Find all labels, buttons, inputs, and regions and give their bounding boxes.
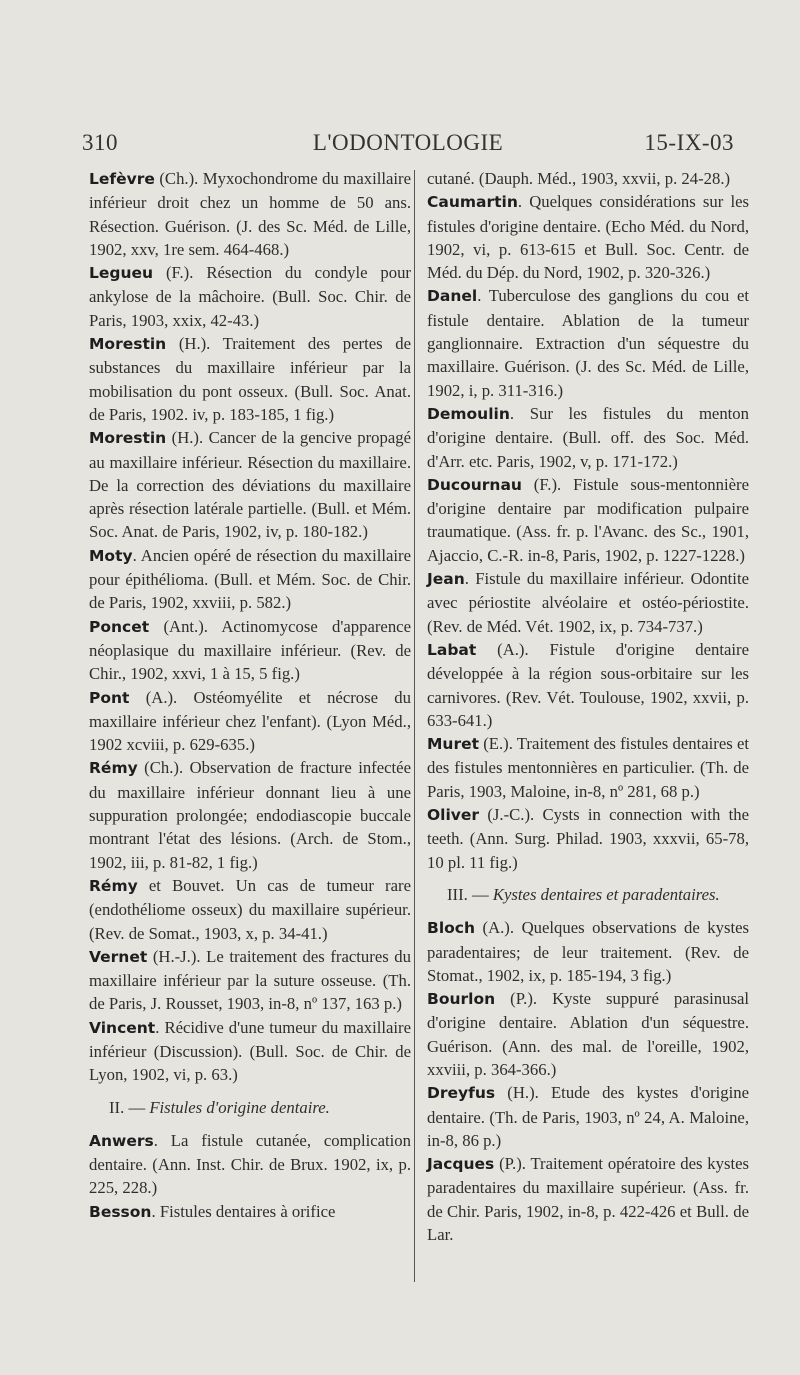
entry-text: . Récidive d'une tumeur du maxillaire inférieur (Discussion). (Bull. Soc. de Chir. de Lyon, 1902, vi, p. 63.) <box>89 1017 411 1085</box>
entry-text: (Ant.). Actinomycose d'apparence néoplasique du maxillaire inférieur. (Rev. de Chir., 1902, xxvi, 1 à 15, 5 fig.) <box>89 616 411 684</box>
entry-text: (H.). Cancer de la gencive propagé au maxillaire inférieur. Résection du maxillaire. De la correction des déviations du maxillaire après résection latérale partielle. (Bull. et Mém. Soc. Anat. de Paris, 1902, iv, p. 180-182.) <box>89 428 411 542</box>
page-number: 310 <box>82 130 118 155</box>
entry-text: (H.). Traitement des pertes de substances du maxillaire inférieur par la mobilisation du pont osseux. (Bull. Soc. Anat. de Paris, 1902. iv, p. 183-185, 1 fig.) <box>89 334 411 424</box>
bibliography-entry <box>427 473 749 567</box>
entry-text: . Quelques considérations sur les fistules d'origine dentaire. (Echo Méd. du Nord, 1902, vi, p. 613-615 et Bull. Soc. Centr. de Méd. du Dép. du Nord, 1902, p. 320-326.) <box>427 192 749 283</box>
bibliography-entry <box>89 261 411 332</box>
entry-text: (E.). Traitement des fistules dentaires et des fistules mentonnières en particulier. (Th. de Paris, 1903, Maloine, in-8, nº 281, 68 p.) <box>427 734 749 801</box>
entry-text: (P.). Traitement opératoire des kystes paradentaires du maxillaire supérieur. (Ass. fr. de Chir. Paris, 1902, in-8, p. 422-426 et Bull. de Lar. <box>427 1154 749 1245</box>
entry-text: cutané. (Dauph. Méd., 1903, xxvii, p. 24-28.) <box>427 169 731 188</box>
left-column <box>89 167 411 1224</box>
author-name: Dreyfus <box>427 1084 496 1103</box>
entry-text: . La fistule cutanée, complication dentaire. (Ann. Inst. Chir. de Brux. 1902, ix, p. 225, 228.) <box>89 1130 411 1198</box>
author-name: Ducournau <box>427 475 522 494</box>
entry-text: . Fistule du maxillaire inférieur. Odontite avec périostite alvéolaire et ostéo-périostite. (Rev. de Méd. Vét. 1902, ix, p. 734-737.) <box>427 569 749 636</box>
entry-text: . Ancien opéré de résection du maxillaire pour épithélioma. (Bull. et Mém. Soc. de Chir. de Paris, 1902, xxviii, p. 582.) <box>89 545 411 613</box>
bibliography-entry <box>427 987 749 1081</box>
author-name: Bourlon <box>427 990 496 1009</box>
entry-text: (A.). Ostéomyélite et nécrose du maxillaire inférieur chez l'enfant). (Lyon Méd., 1902 xcviii, p. 629-635.) <box>89 687 411 755</box>
entry-text: . Tuberculose des ganglions du cou et fistule dentaire. Ablation de la tumeur ganglionnaire. Extraction d'un séquestre du maxillaire. Guérison. (J. des Sc. Méd. de Lille, 1902, i, p. 311-316.) <box>427 286 749 400</box>
author-name: Caumartin <box>427 193 518 212</box>
entry-text: . Sur les fistules du menton d'origine dentaire. (Bull. off. des Soc. Méd. d'Arr. etc. Paris, 1902, v, p. 171-172.) <box>427 403 749 471</box>
author-name: Bloch <box>427 919 475 938</box>
entry-text: (F.). Fistule sous-mentonnière d'origine dentaire par modification pulpaire traumatique. (Ass. fr. p. l'Avanc. des Sc., 1901, Ajaccio, C.-R. in-8, Paris, 1902, p. 1227-1228.) <box>427 474 749 565</box>
author-name: Besson <box>89 1202 152 1221</box>
bibliography-entry <box>89 874 411 945</box>
author-name: Pont <box>89 688 130 707</box>
bibliography-entry <box>427 732 749 803</box>
entry-text: (A.). Fistule d'origine dentaire développée à la région sous-orbitaire sur les carnivores. (Rev. Vét. Toulouse, 1902, xxvii, p. 633-641.) <box>427 639 749 730</box>
author-name: Labat <box>427 640 477 659</box>
bibliography-entry <box>89 1016 411 1087</box>
entry-text: (F.). Résection du condyle pour ankylose de la mâchoire. (Bull. Soc. Chir. de Paris, 1903, xxix, 42-43.) <box>89 263 411 330</box>
column-divider <box>414 170 415 1282</box>
section-title: Fistules d'origine dentaire. <box>149 1097 330 1117</box>
bibliography-entry <box>89 167 411 261</box>
bibliography-entry <box>89 1200 411 1224</box>
author-name: Muret <box>427 735 480 754</box>
bibliography-entry <box>89 544 411 615</box>
bibliography-entry <box>89 615 411 686</box>
bibliography-entry <box>427 167 749 190</box>
author-name: Rémy <box>89 759 138 778</box>
section-heading <box>89 1096 411 1119</box>
entry-text: (Ch.). Observation de fracture infectée du maxillaire inférieur donnant lieu à une suppuration prolongée; endodiascopie buccale montrant l'état des lésions. (Arch. de Stom., 1902, iii, p. 81-82, 1 fig.) <box>89 758 411 872</box>
entry-text: (H.-J.). Le traitement des fractures du maxillaire inférieur par la suture osseuse. (Th. de Paris, J. Rousset, 1903, in-8, nº 137, 163 p.) <box>89 946 411 1014</box>
author-name: Morestin <box>89 429 167 448</box>
bibliography-entry <box>427 1152 749 1246</box>
author-name: Jean <box>427 570 465 589</box>
author-name: Oliver <box>427 806 480 825</box>
author-name: Moty <box>89 546 133 565</box>
bibliography-entry <box>427 402 749 473</box>
author-name: Morestin <box>89 335 167 354</box>
bibliography-entry <box>89 426 411 543</box>
section-heading <box>427 883 749 906</box>
section-number: II. — <box>109 1097 150 1117</box>
author-name: Anwers <box>89 1131 154 1150</box>
entry-text: (A.). Quelques observations de kystes paradentaires; de leur traitement. (Rev. de Stomat., 1902, ix, p. 185-194, 3 fig.) <box>427 918 749 985</box>
author-name: Jacques <box>427 1155 495 1174</box>
running-header <box>82 130 734 164</box>
entry-text: (J.-C.). Cysts in connection with the teeth. (Ann. Surg. Philad. 1903, xxxvii, 65-78, 10 pl. 11 fig.) <box>427 805 749 872</box>
entry-text: (Ch.). Myxochondrome du maxillaire inférieur droit chez un homme de 50 ans. Résection. Guérison. (J. des Sc. Méd. de Lille, 1902, xxv, 1re sem. 464-468.) <box>89 169 411 259</box>
bibliography-entry <box>427 803 749 874</box>
entry-text: et Bouvet. Un cas de tumeur rare (endothéliome osseux) du maxillaire supérieur. (Rev. de Somat., 1903, x, p. 34-41.) <box>89 875 411 943</box>
author-name: Danel <box>427 287 478 306</box>
author-name: Vincent <box>89 1018 156 1037</box>
bibliography-entry <box>89 686 411 757</box>
bibliography-entry <box>427 190 749 284</box>
bibliography-entry <box>427 916 749 987</box>
author-name: Legueu <box>89 264 154 283</box>
author-name: Poncet <box>89 617 150 636</box>
author-name: Vernet <box>89 947 148 966</box>
entry-text: (P.). Kyste suppuré parasinusal d'origine dentaire. Ablation d'un séquestre. Guérison. (Ann. des mal. de l'oreille, 1902, xxviii, p. 364-366.) <box>427 989 749 1079</box>
running-title: L'ODONTOLOGIE <box>312 130 504 155</box>
bibliography-entry <box>89 945 411 1016</box>
bibliography-entry <box>89 332 411 426</box>
author-name: Rémy <box>89 876 138 895</box>
bibliography-entry <box>427 1081 749 1152</box>
bibliography-entry <box>427 638 749 732</box>
entry-text: (H.). Etude des kystes d'origine dentaire. (Th. de Paris, 1903, nº 24, A. Maloine, in-8, 86 p.) <box>427 1083 749 1150</box>
entry-text: . Fistules dentaires à orifice <box>151 1201 336 1221</box>
bibliography-entry <box>89 1129 411 1200</box>
author-name: Demoulin <box>427 404 510 423</box>
bibliography-entry <box>89 756 411 873</box>
right-column <box>427 167 749 1246</box>
bibliography-entry <box>427 567 749 638</box>
section-title: Kystes dentaires et paradentaires. <box>492 884 720 904</box>
bibliography-entry <box>427 284 749 401</box>
section-number: III. — <box>447 884 493 904</box>
issue-date: 15-IX-03 <box>644 130 734 155</box>
author-name: Lefèvre <box>89 170 155 188</box>
